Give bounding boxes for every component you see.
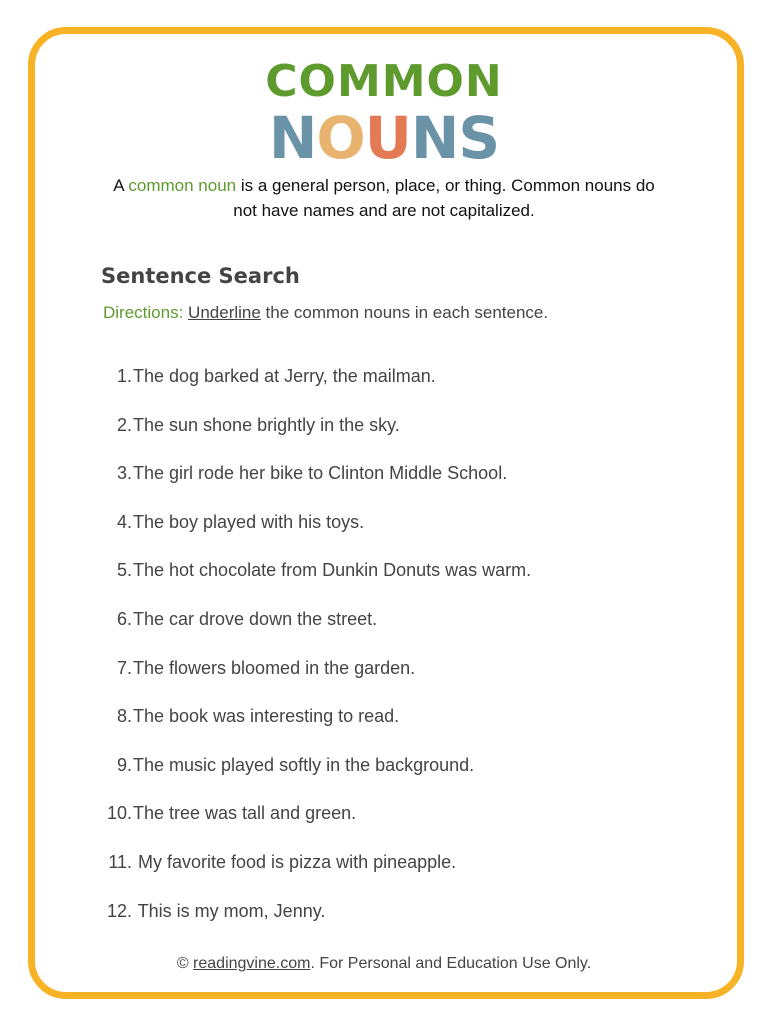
sentence-number: 5. [116, 560, 132, 580]
sentence-number: 12. [106, 901, 132, 921]
definition-rest: is a general person, place, or thing. Common nouns do not have names and are not capitalized. [233, 176, 655, 220]
directions-underlined: Underline [188, 303, 261, 322]
directions-rest: the common nouns in each sentence. [260, 303, 549, 322]
sentence-text: The book was interesting to read. [133, 706, 400, 726]
sentence-number: 9. [116, 755, 132, 775]
title-nouns [0, 104, 768, 172]
title-letter: O [316, 104, 365, 172]
section-heading: Sentence Search [101, 264, 300, 288]
title-common: COMMON [265, 56, 503, 107]
sentence-number: 7. [116, 658, 132, 678]
directions-label: Directions: [103, 303, 184, 322]
title-letter: S [458, 104, 500, 172]
footer-prefix: © [176, 955, 194, 972]
sentence-text: The boy played with his toys. [133, 512, 365, 532]
sentence-number: 1. [116, 366, 132, 386]
definition-prefix: A [113, 176, 129, 195]
definition [100, 173, 668, 223]
footer [0, 955, 768, 973]
sentence-number: 3. [116, 463, 132, 483]
sentence-text: The sun shone brightly in the sky. [133, 415, 400, 435]
footer-link[interactable]: readingvine.com [193, 955, 311, 972]
sentence-text: The tree was tall and green. [133, 803, 357, 823]
sentence-number: 4. [116, 512, 132, 532]
footer-rest: . For Personal and Education Use Only. [310, 955, 592, 972]
title-letter: U [364, 104, 411, 172]
sentence-text: The dog barked at Jerry, the mailman. [133, 366, 436, 386]
sentence-text: The hot chocolate from Dunkin Donuts was warm. [133, 560, 532, 580]
sentence-number: 8. [116, 706, 132, 726]
sentence-number: 2. [116, 415, 132, 435]
sentence-number: 10. [106, 803, 132, 823]
sentence-number: 6. [116, 609, 132, 629]
sentence-text: This is my mom, Jenny. [133, 901, 326, 921]
sentence-text: The flowers bloomed in the garden. [133, 658, 416, 678]
sentence-text: The music played softly in the background. [133, 755, 475, 775]
directions [103, 303, 548, 323]
title-letter: N [410, 104, 459, 172]
definition-highlight: common noun [128, 176, 237, 195]
sentence-number: 11. [108, 852, 132, 872]
sentence-text: The car drove down the street. [133, 609, 378, 629]
title-letter: N [268, 104, 317, 172]
sentence-text: My favorite food is pizza with pineapple. [133, 852, 457, 872]
sentence-text: The girl rode her bike to Clinton Middle School. [133, 463, 508, 483]
